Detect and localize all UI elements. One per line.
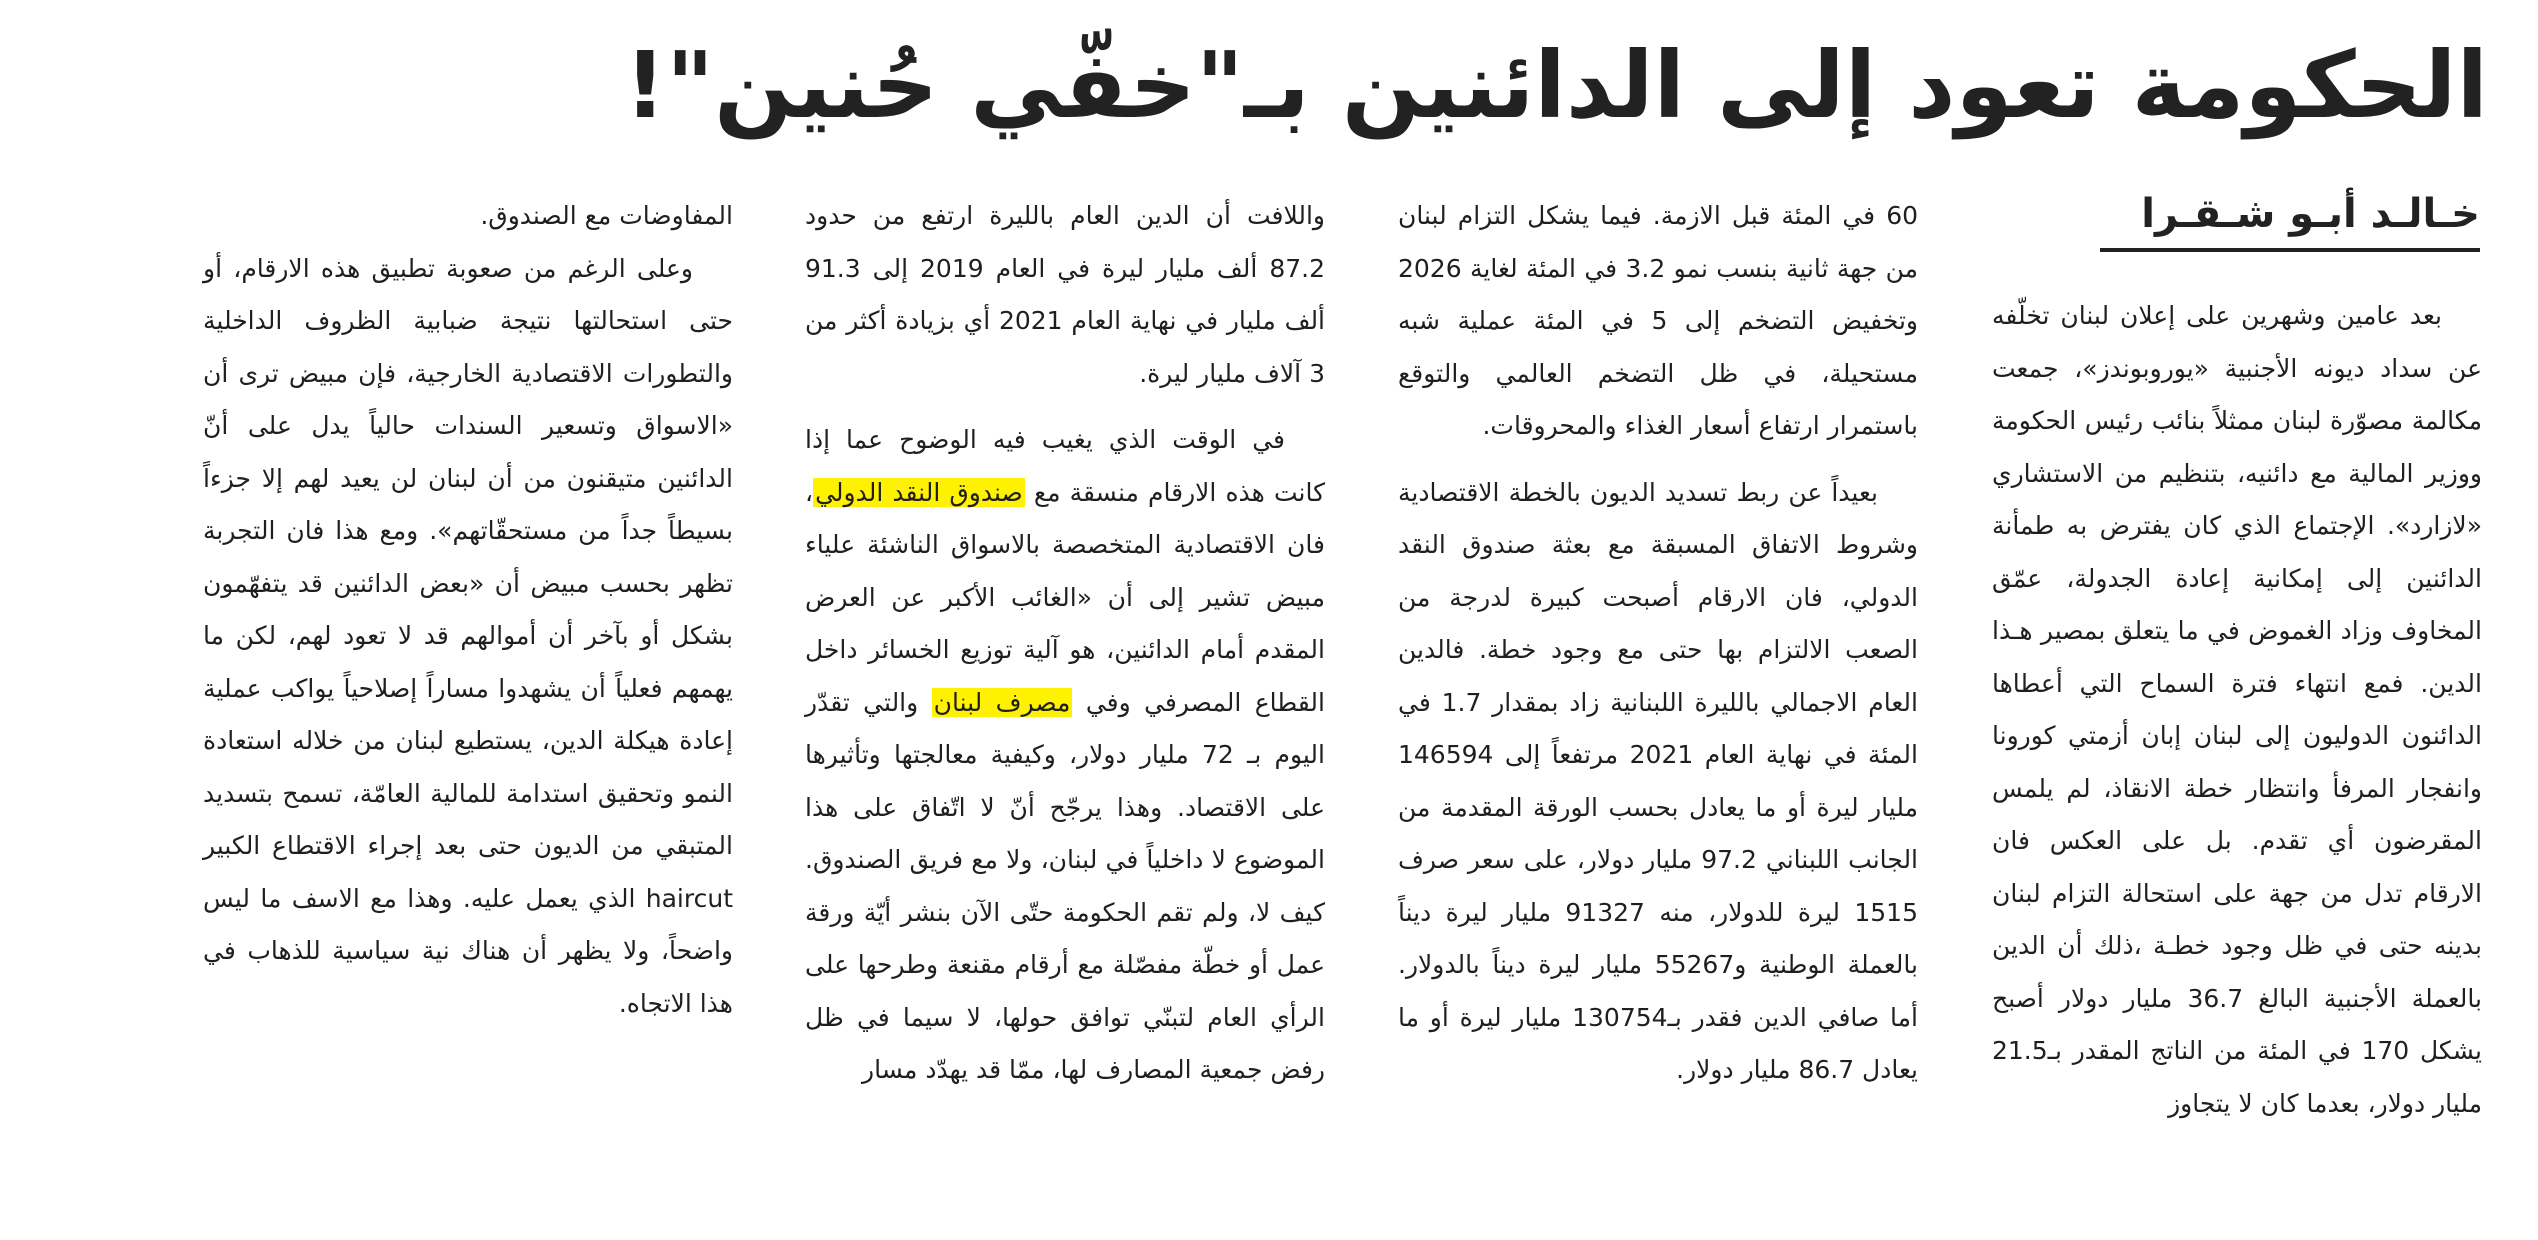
article-byline: خـالـد أبـو شـقـرا: [2100, 190, 2480, 252]
article-column-1: [1992, 290, 2482, 1130]
article-column-4: [203, 190, 733, 1030]
article-column-2: [1398, 190, 1918, 1097]
column-3-paragraph-2: في الوقت الذي يغيب فيه الوضوح عما إذا كانت هذه الارقام منسقة مع صندوق النقد الدولي، فان الاقتصادية المتخصصة بالاسواق الناشئة علياء مبيض تشير إلى أن «الغائب الأكبر عن العرض المقدم أمام الدائنين، هو آلية توزيع الخسائر داخل القطاع المصرفي وفي مصرف لبنان والتي تقدّر اليوم بـ 72 مليار دولار، وكيفية معالجتها وتأثيرها على الاقتصاد. وهذا يرجّح أنّ لا اتّفاق على هذا الموضوع لا داخلياً في لبنان، ولا مع فريق الصندوق. كيف لا، ولم تقم الحكومة حتّى الآن بنشر أيّة ورقة عمل أو خطّة مفصّلة مع أرقام مقنعة وطرحها على الرأي العام لتبنّي توافق حولها، لا سيما في ظل رفض جمعية المصارف لها، ممّا قد يهدّد مسار: [805, 425, 1325, 1084]
column-2-paragraph-2: بعيداً عن ربط تسديد الديون بالخطة الاقتصادية وشروط الاتفاق المسبقة مع بعثة صندوق النقد الدولي، فان الارقام أصبحت كبيرة لدرجة من الصعب الالتزام بها حتى مع وجود خطة. فالدين العام الاجمالي بالليرة اللبنانية زاد بمقدار 1.7 في المئة في نهاية العام 2021 مرتفعاً إلى 146594 مليار ليرة أو ما يعادل بحسب الورقة المقدمة من الجانب اللبناني 97.2 مليار دولار، على سعر صرف 1515 ليرة للدولار، منه 91327 مليار ليرة ديناً بالعملة الوطنية و55267 مليار ليرة ديناً بالدولار. أما صافي الدين فقدر بـ130754 مليار ليرة أو ما يعادل 86.7 مليار دولار.: [1398, 477, 1919, 1084]
column-1-paragraph-1: بعد عامين وشهرين على إعلان لبنان تخلّفه عن سداد ديونه الأجنبية «يوروبوندز»، جمعت مكالمة مصوّرة لبنان ممثلاً بنائب رئيس الحكومة ووزير المالية مع دائنيه، بتنظيم من الاستشاري «لازارد». الإجتماع الذي كان يفترض به طمأنة الدائنين إلى إمكانية إعادة الجدولة، عمّق المخاوف وزاد الغموض في ما يتعلق بمصير هـذا الدين. فمع انتهاء فترة السماح التي أعطاها الدائنون الدوليون إلى لبنان إبان أزمتي كورونا وانفجار المرفأ وانتظار خطة الانقاذ، لم يلمس المقرضون أي تقدم. بل على العكس فان الارقام تدل من جهة على استحالة التزام لبنان بدينه حتى في ظل وجود خطـة ،ذلك أن الدين بالعملة الأجنبية البالغ 36.7 مليار دولار أصبح يشكل 170 في المئة من الناتج المقدر بـ21.5 مليار دولار، بعدما كان لا يتجاوز: [1992, 301, 2482, 1118]
highlight-imf: صندوق النقد الدولي: [815, 477, 1023, 507]
column-2-paragraph-1: 60 في المئة قبل الازمة. فيما يشكل التزام لبنان من جهة ثانية بنسب نمو 3.2 في المئة لغاية 2026 وتخفيض التضخم إلى 5 في المئة عملية شبه مستحيلة، في ظل التضخم العالمي والتوقع باستمرار ارتفاع أسعار الغذاء والمحروقات.: [1398, 201, 1918, 440]
article-headline: الحكومة تعود إلى الدائنين بـ"خفّي حُنين"!: [624, 32, 2488, 139]
column-4-paragraph-2: وعلى الرغم من صعوبة تطبيق هذه الارقام، أو حتى استحالتها نتيجة ضبابية الظروف الداخلية والتطورات الاقتصادية الخارجية، فإن مبيض ترى أن «الاسواق وتسعير السندات حالياً يدل على أنّ الدائنين متيقنون من أن لبنان لن يعيد لهم إلا جزءاً بسيطاً جداً من مستحقّاتهم». ومع هذا فان التجربة تظهر بحسب مبيض أن «بعض الدائنين قد يتفهّمون بشكل أو بآخر أن أموالهم قد لا تعود لهم، لكن ما يهمهم فعلياً أن يشهدوا مساراً إصلاحياً يواكب عملية إعادة هيكلة الدين، يستطيع لبنان من خلاله استعادة النمو وتحقيق استدامة للمالية العامّة، تسمح بتسديد المتبقي من الديون حتى بعد إجراء الاقتطاع الكبير haircut الذي يعمل عليه. وهذا مع الاسف ما ليس واضحاً، ولا يظهر أن هناك نية سياسية للذهاب في هذا الاتجاه.: [203, 253, 733, 1018]
column-4-paragraph-1: المفاوضات مع الصندوق.: [480, 201, 733, 230]
column-3-paragraph-1: واللافت أن الدين العام بالليرة ارتفع من حدود 87.2 ألف مليار ليرة في العام 2019 إلى 91.3 ألف مليار في نهاية العام 2021 أي بزيادة أكثر من 3 آلاف مليار ليرة.: [805, 201, 1326, 388]
article-column-3: [805, 190, 1325, 1097]
highlight-central-bank: مصرف لبنان: [933, 687, 1071, 717]
